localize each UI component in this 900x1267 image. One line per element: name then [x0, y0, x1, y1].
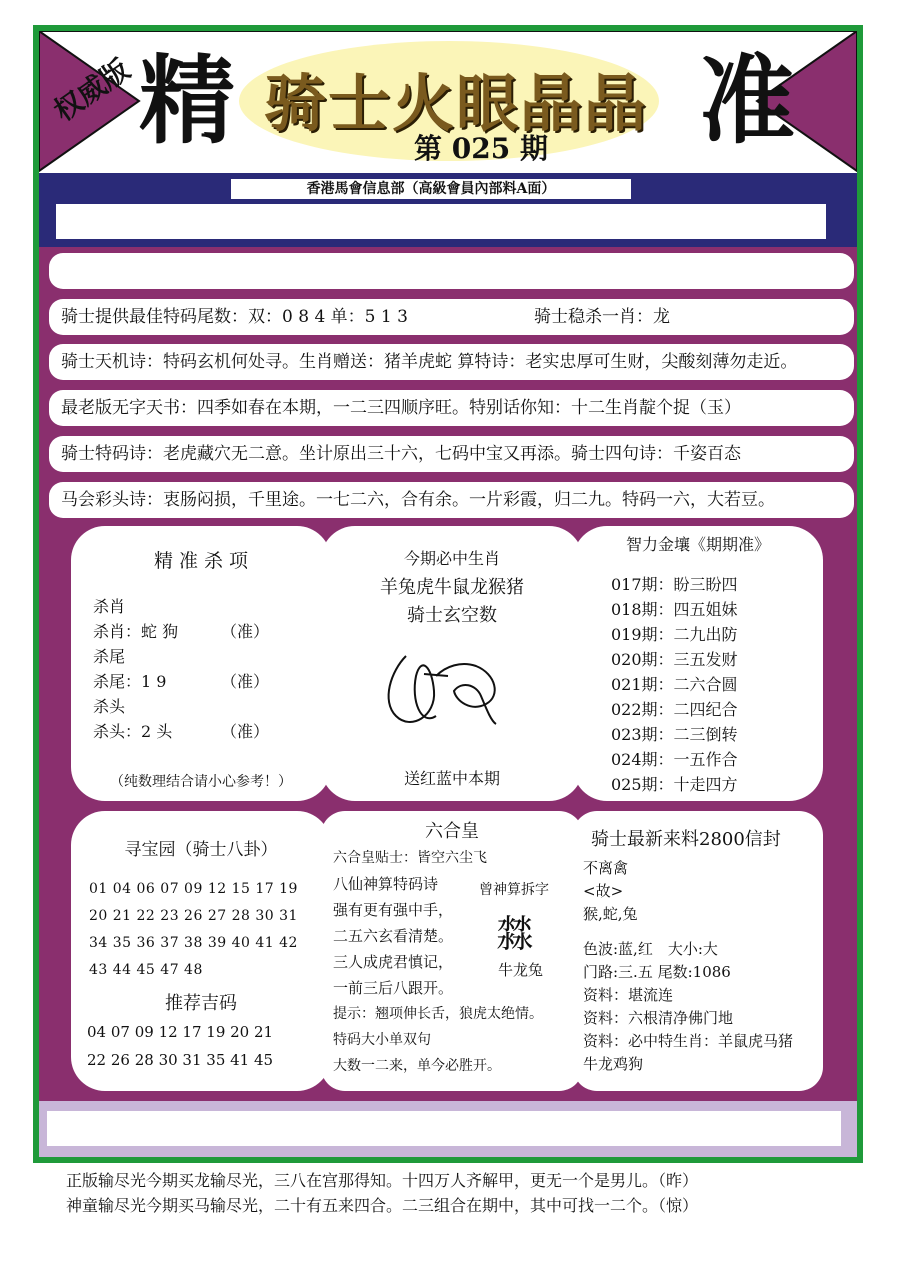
row-special-poem: 骑士特码诗：老虎藏穴无二意。坐计原出三十六，七码中宝又再添。骑士四句诗：千姿百态 [49, 436, 854, 472]
row-lucky-poem: 马会彩头诗：衷肠闷损，千里途。一七二六，合有余。一片彩霞，归二九。特码一六，大若豆。 [49, 482, 854, 518]
latest-title: 骑士最新来料2800信封 [591, 829, 781, 850]
kill-line: 杀尾：1 9 [93, 672, 167, 691]
list-item: 024期：一五作合 [611, 750, 738, 769]
zodiac-box [321, 526, 583, 801]
signature-scribble [376, 646, 526, 736]
title-left-char: 精 [139, 44, 235, 157]
title-right-char: 准 [699, 44, 795, 157]
treasure-title: 寻宝园（骑士八卦） [124, 840, 278, 860]
list-item: 018期：四五姐妹 [611, 600, 738, 619]
kill-line: 杀肖：蛇 狗 [93, 622, 179, 641]
kill-mark: （准） [221, 722, 270, 741]
blank-bar-top [56, 204, 826, 239]
zhili-box [573, 526, 823, 801]
list-item: 三人成虎君慎记， [333, 953, 454, 971]
footer-line: 正版输尽光今期买龙输尽光，三八在宫那得知。十四万人齐解甲，更无一个是男儿。（昨） [66, 1171, 699, 1190]
list-item: 提示：翘项伸长舌，狼虎太绝情。 [333, 1006, 543, 1022]
kill-box [71, 526, 331, 801]
kill-title: 精 准 杀 项 [153, 550, 249, 572]
row-poem: 骑士天机诗：特码玄机何处寻。生肖赠送：猪羊虎蛇 算特诗：老实忠厚可生财，尖酸刻薄勿走近。 [49, 344, 854, 380]
liuhe-side-title: 曾神算拆字 [479, 882, 549, 898]
treasure-nums: 43 44 45 47 48 [89, 962, 203, 978]
kill-line: 杀尾 [93, 647, 126, 666]
zodiac-line: 今期必中生肖 [403, 549, 500, 568]
liuhe-box [321, 811, 583, 1091]
list-item: 不离禽 [583, 859, 629, 877]
footer-line: 神童输尽光今期买马输尽光，二十有五来四合。二三组合在期中，其中可找一二个。（惊） [66, 1196, 699, 1215]
kill-line: 杀肖 [93, 597, 126, 616]
list-item: 色波:蓝,红 大小:大 [583, 940, 718, 958]
kill-line: 杀头：2 头 [93, 722, 173, 741]
liuhe-big-char: 㵘 [496, 912, 535, 956]
list-item: 023期：二三倒转 [611, 725, 738, 744]
lucky-title: 推荐吉码 [165, 993, 237, 1014]
liuhe-title: 六合皇 [425, 821, 479, 842]
list-item: 门路:三.五 尾数:1086 [583, 963, 731, 981]
row-tail-text: 骑士提供最佳特码尾数：双：0 8 4 单：5 1 3 [61, 307, 408, 327]
treasure-nums: 34 35 36 37 38 39 40 41 42 [89, 935, 298, 951]
issue-number: 第 025 期 [414, 132, 548, 165]
kill-line: 杀头 [93, 697, 126, 716]
subtitle: 香港馬會信息部（高級會員內部料A面） [231, 179, 631, 199]
kill-note: （纯数理结合请小心参考！） [110, 774, 292, 790]
list-item: 二五六玄看清楚。 [333, 927, 454, 945]
row-heavenbook: 最老版无字天书：四季如春在本期，一二三四顺序旺。特别话你知：十二生肖靛个捉（玉） [49, 390, 854, 426]
list-item: 牛龙鸡狗 [583, 1055, 644, 1073]
list-item: 020期：三五发财 [611, 650, 738, 669]
list-item: 019期：二九出防 [611, 625, 738, 644]
authority-label: 权威版 [47, 52, 136, 128]
list-item: 022期：二四纪合 [611, 700, 738, 719]
list-item: 017期：盼三盼四 [611, 575, 738, 594]
list-item: 强有更有强中手， [333, 901, 454, 919]
treasure-nums: 01 04 06 07 09 12 15 17 19 [89, 881, 298, 897]
list-item: 资料：必中特生肖：羊鼠虎马猪 [583, 1032, 794, 1050]
treasure-box [71, 811, 331, 1091]
title-name: 骑士火眼晶晶 [264, 67, 649, 140]
poster-frame [33, 25, 863, 1163]
blank-row [49, 253, 854, 289]
row-kill-zodiac: 骑士稳杀一肖：龙 [534, 307, 670, 327]
treasure-nums: 20 21 22 23 26 27 28 30 31 [89, 908, 298, 924]
zhili-title: 智力金壤《期期准》 [625, 535, 770, 554]
liuhe-side-bottom: 牛龙兔 [498, 961, 544, 979]
row-tail-numbers [49, 299, 854, 335]
header [39, 31, 857, 173]
zodiac-list: 羊兔虎牛鼠龙猴猪 [380, 577, 524, 598]
list-item: 猴,蛇,兔 [583, 905, 638, 923]
zodiac-bottom: 送红蓝中本期 [403, 769, 500, 788]
list-item: 一前三后八跟开。 [333, 979, 454, 997]
kill-mark: （准） [221, 622, 270, 641]
lucky-nums: 22 26 28 30 31 35 41 45 [87, 1051, 274, 1069]
list-item: 资料：六根清净佛门地 [583, 1009, 734, 1027]
list-item: 大数一二来，单今必胜开。 [333, 1058, 501, 1074]
kill-mark: （准） [221, 672, 270, 691]
bottom-blank [47, 1111, 841, 1146]
list-item: 资料：堪流连 [583, 986, 674, 1004]
lucky-nums: 04 07 09 12 17 19 20 21 [87, 1023, 274, 1041]
list-item: 021期：二六合圆 [611, 675, 738, 694]
list-item: 特码大小单双句 [333, 1032, 431, 1048]
list-item: 八仙神算特码诗 [333, 875, 439, 893]
list-item: 025期：十走四方 [611, 775, 738, 794]
list-item: <故> [583, 882, 624, 900]
list-item: 六合皇贴士：皆空六尘飞 [333, 850, 487, 866]
latest-box [573, 811, 823, 1091]
zodiac-title: 骑士玄空数 [407, 605, 497, 626]
bottom-bar [39, 1101, 857, 1157]
